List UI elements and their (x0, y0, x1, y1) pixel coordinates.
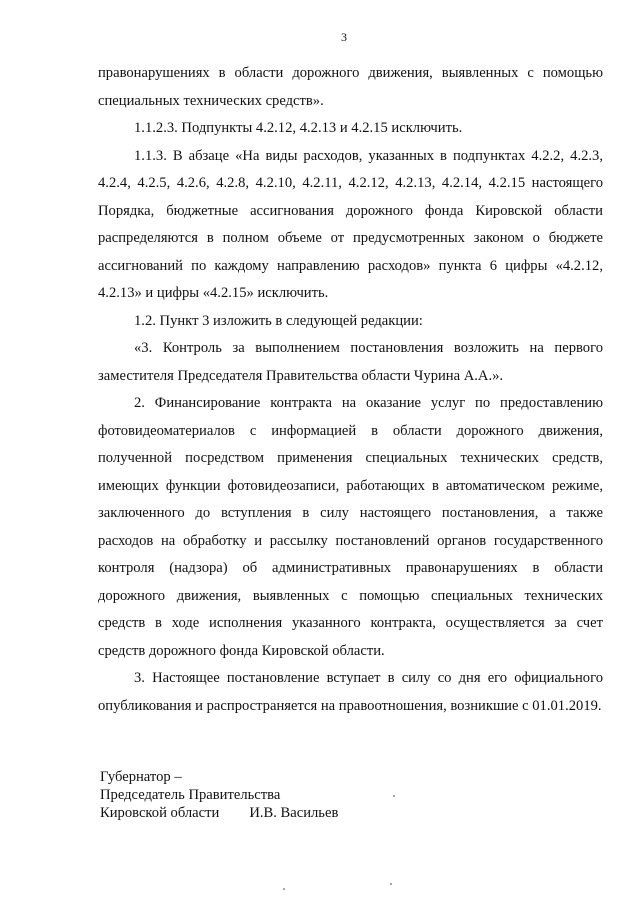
paragraph-1-1-2-3: 1.1.2.3. Подпункты 4.2.12, 4.2.13 и 4.2.15 исключить. (134, 120, 463, 136)
signature-title-line-1: Губернатор – (100, 769, 182, 785)
scan-speck (283, 888, 285, 890)
page-number: 3 (341, 30, 347, 44)
paragraph-3: 3. Настоящее постановление вступает в силу со дня его официального опубликования и распространяется на правоотношения, возникшие с 01.01.2019. (98, 670, 603, 714)
paragraph-1-2: 1.2. Пункт 3 изложить в следующей редакции: (134, 312, 423, 329)
document-body (98, 60, 603, 720)
paragraph-2: 2. Финансирование контракта на оказание услуг по предоставлению фотовидеоматериалов с информацией в области дорожного движения, полученной посредством применения специальных технических средств, имеющих функции фотовидеозаписи, работающих в автоматическом режиме, заключенного до вступления в силу настоящего постановления, а также расходов на обработку и рассылку постановлений органов государственного контроля (надзора) об административных правонарушениях в области дорожного движения, выявленных с помощью специальных технических средств в ходе исполнения указанного контракта, осуществляется за счет средств дорожного фонда Кировской области. (98, 395, 603, 659)
signature-title-line-3 (100, 804, 338, 822)
paragraph-quoted-point-3: «3. Контроль за выполнением постановления возложить на первого заместителя Председателя Правительства области Чурина А.А.». (98, 340, 603, 384)
paragraph-continuation: правонарушениях в области дорожного движения, выявленных с помощью специальных технических средств». (98, 65, 603, 109)
signature-block (100, 768, 338, 822)
scan-speck (390, 883, 392, 885)
scan-speck (393, 795, 395, 797)
signature-region: Кировской области (100, 805, 220, 821)
signature-title-line-2: Председатель Правительства (100, 787, 281, 803)
paragraph-1-1-3: 1.1.3. В абзаце «На виды расходов, указанных в подпунктах 4.2.2, 4.2.3, 4.2.4, 4.2.5, 4.2.6, 4.2.8, 4.2.10, 4.2.11, 4.2.12, 4.2.13, 4.2.14, 4.2.15 настоящего Порядка, бюджетные ассигнования дорожного фонда Кировской области распределяются в полном объеме от предусмотренных законом о бюджете ассигнований по каждому направлению расходов» пункта 6 цифры «4.2.12, 4.2.13» и цифры «4.2.15» исключить. (98, 147, 603, 301)
signatory-name: И.В. Васильев (249, 805, 339, 821)
